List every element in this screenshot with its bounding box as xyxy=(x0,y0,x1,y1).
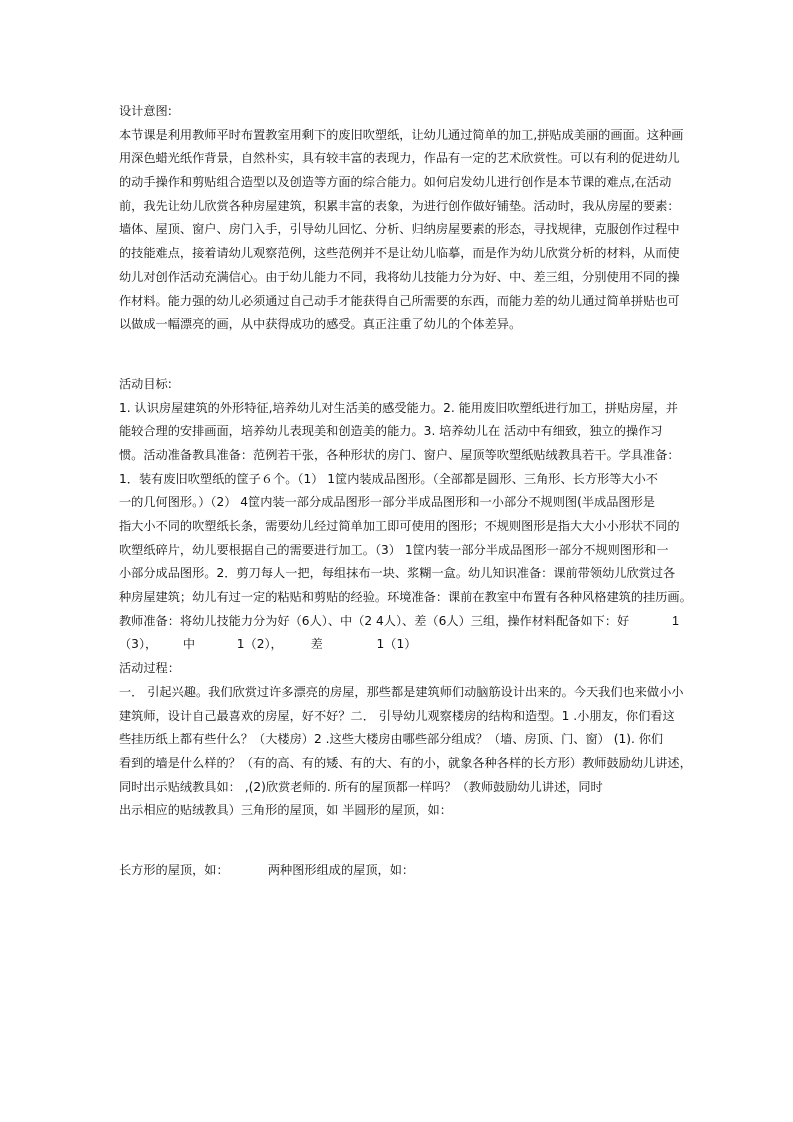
process-last-line xyxy=(119,859,679,883)
goals-line: 种房屋建筑；幼儿有过一定的粘贴和剪贴的经验。环境准备：课前在教室中布置有各种风格建筑的挂历画。 xyxy=(119,590,692,605)
process-line: 同时出示贴绒教具如： ,(2)欣赏老师的. 所有的屋顶都一样吗？（教师鼓励幼儿讲述，同时 xyxy=(119,779,603,794)
alloc-good-value: 1 xyxy=(672,613,679,628)
process-line: 些挂历纸上都有些什么？（大楼房）2 .这些大楼房由哪些部分组成？（墙、房顶、门、窗） (1). 你们 xyxy=(119,732,664,747)
alloc-row xyxy=(119,633,679,657)
process-line: 看到的墙是什么样的？（有的高、有的矮、有的大、有的小，就象各种各样的长方形）教师鼓励幼儿讲述， xyxy=(119,755,692,770)
goals-line: 1. 认识房屋建筑的外形特征,培养幼儿对生活美的感受能力。2. 能用废旧吹塑纸进行加工，拼贴房屋，并 xyxy=(119,400,678,415)
design-line: 的技能难点，接着请幼儿观察范例，这些范例并不是让幼儿临摹，而是作为幼儿欣赏分析的材料，从而使 xyxy=(119,246,680,261)
design-line: 作材料。能力强的幼儿必须通过自己动手才能获得自己所需要的东西，而能力差的幼儿通过简单拼贴也可 xyxy=(119,293,680,308)
design-line: 用深色蜡光纸作背景，自然朴实，具有较丰富的表现力，作品有一定的艺术欣赏性。可以有利的促进幼儿 xyxy=(119,151,680,166)
design-line: 幼儿对创作活动充满信心。由于幼儿能力不同，我将幼儿技能力分为好、中、差三组，分别使用不同的操 xyxy=(119,269,680,284)
goals-heading: 活动目标: xyxy=(119,376,172,391)
document-body xyxy=(119,100,692,883)
alloc-poor-label: 差 xyxy=(310,637,323,652)
goals-line-text: 教师准备：将幼儿技能力分为好（6人）、中（2 4人）、差（6人）三组，操作材料配备如下：好 xyxy=(119,613,630,628)
combo-roof-text: 两种图形组成的屋顶，如： xyxy=(267,862,415,877)
section-gap xyxy=(119,337,679,373)
rect-roof-text: 长方形的屋顶，如： xyxy=(119,862,229,877)
alloc-mid-label: 中 xyxy=(182,637,196,652)
goals-line: 能较合理的安排画面，培养幼儿表现美和创造美的能力。3. 培养幼儿在 活动中有细致，独立的操作习 xyxy=(119,424,663,439)
goals-line: 指大小不同的吹塑纸长条，需要幼儿经过简单加工即可使用的图形；不规则图形是指大大小小形状不同的 xyxy=(119,519,680,533)
design-heading: 设计意图: xyxy=(119,104,172,118)
design-line: 的动手操作和剪贴组合造型以及创造等方面的综合能力。如何启发幼儿进行创作是本节课的难点,在活动 xyxy=(119,175,672,190)
alloc-mid-count: 1（2）， xyxy=(236,637,283,652)
alloc-good-count: （3）， xyxy=(119,637,158,652)
process-line: 建筑师，设计自己最喜欢的房屋，好不好？二． 引导幼儿观察楼房的结构和造型。1 .小朋友，你们看这 xyxy=(119,708,675,723)
goals-line: 一的几何图形。）（2） 4筐内装一部分成品图形一部分半成品图形和一小部分不规则图(半成品图形是 xyxy=(119,495,655,510)
goals-line: 小部分成品图形。2．剪刀每人一把，每组抹布一块、浆糊一盒。幼儿知识准备：课前带领幼儿欣赏过各 xyxy=(119,566,676,581)
process-line: 出示相应的贴绒教具）三角形的屋顶，如 半圆形的屋顶，如： xyxy=(119,803,452,818)
design-line: 本节课是利用教师平时布置教室用剩下的废旧吹塑纸，让幼儿通过简单的加工,拼贴成美丽的画面。这种画 xyxy=(119,127,684,142)
design-line: 以做成一幅漂亮的画，从中获得成功的感受。真正注重了幼儿的个体差异。 xyxy=(119,317,522,332)
goals-line: 惯。活动准备教具准备：范例若干张，各种形状的房门、窗户、屋顶等吹塑纸贴绒教具若干。学具准备： xyxy=(119,447,680,462)
alloc-poor-count: 1（1） xyxy=(376,637,417,652)
section-gap xyxy=(119,823,679,859)
goals-line: 吹塑纸碎片，幼儿要根据自己的需要进行加工。（3） 1筐内装一部分半成品图形一部分不规则图形和一 xyxy=(119,542,669,557)
goals-line: 1．装有废旧吹塑纸的筐子６个。（1） 1筐内装成品图形。（全部都是圆形、三角形、长方形等大小不 xyxy=(119,471,658,486)
process-line: 一． 引起兴趣。我们欣赏过许多漂亮的房屋，那些都是建筑师们动脑筋设计出来的。今天我们也来做小小 xyxy=(119,684,684,699)
process-heading: 活动过程： xyxy=(119,661,180,676)
design-line: 墙体、屋顶、窗户、房门入手，引导幼儿回忆、分析、归纳房屋要素的形态，寻找规律，克服创作过程中 xyxy=(119,222,680,237)
goals-line-allocation xyxy=(119,610,679,634)
design-line: 前，我先让幼儿欣赏各种房屋建筑，积累丰富的表象，为进行创作做好铺垫。活动时，我从房屋的要素： xyxy=(119,198,680,213)
